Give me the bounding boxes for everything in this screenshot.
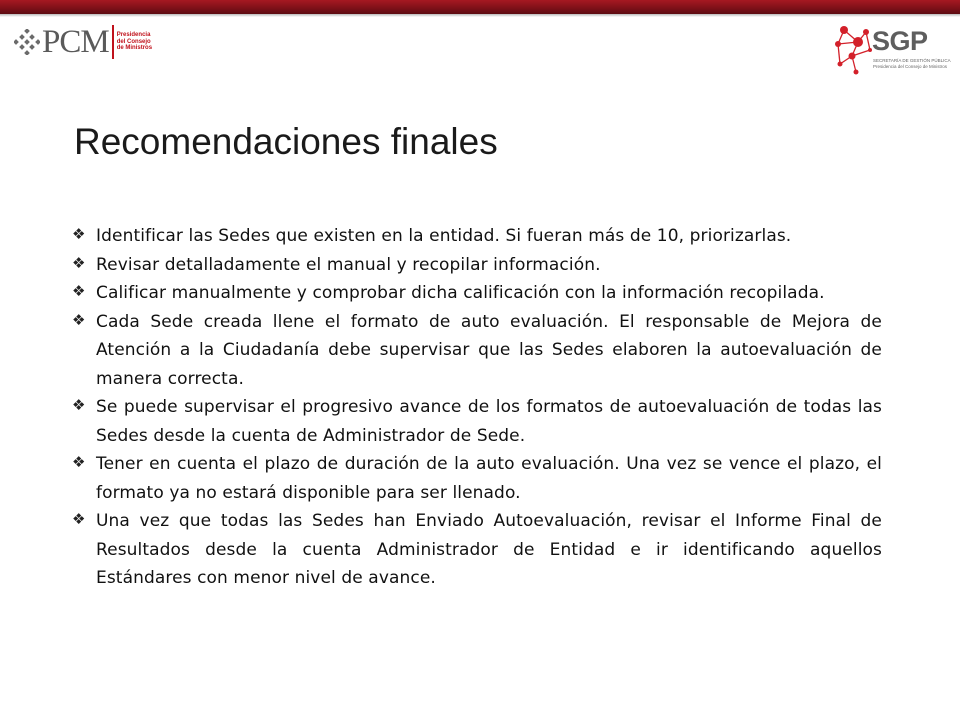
- list-item-text: Una vez que todas las Sedes han Enviado Autoevaluación, revisar el Informe Final de Resultados desde la cuenta Administrador de Entidad e ir identificando aquellos Estándares con menor nivel de avance.: [96, 511, 882, 588]
- list-item: [70, 251, 882, 280]
- top-accent-bar: [0, 0, 960, 14]
- list-item-text: Cada Sede creada llene el formato de auto evaluación. El responsable de Mejora de Atención a la Ciudadanía debe supervisar que las Sedes elaboren la autoevaluación de manera correcta.: [96, 311, 882, 389]
- sgp-logo-subtitle: [873, 58, 951, 70]
- list-item-text: Tener en cuenta el plazo de duración de la auto evaluación. Una vez se vence el plazo, el formato ya no estará disponible para ser llenado.: [96, 454, 882, 503]
- list-item-text: Revisar detalladamente el manual y recopilar información.: [96, 254, 601, 275]
- list-item: [70, 308, 882, 394]
- pcm-subtitle-line: del Consejo: [116, 38, 151, 45]
- four-diamond-bullet-icon: ❖: [72, 453, 86, 471]
- list-item-text: Calificar manualmente y comprobar dicha calificación con la información recopilada.: [96, 283, 825, 303]
- list-item: [70, 222, 882, 251]
- network-nodes-icon: [830, 20, 874, 80]
- top-bar-shadow: [0, 14, 960, 17]
- list-item: [70, 450, 882, 507]
- four-diamond-bullet-icon: ❖: [72, 310, 86, 329]
- sgp-logo-text: SGP: [872, 26, 928, 56]
- pcm-logo-subtitle: [117, 32, 152, 52]
- sgp-subtitle-line: Presidencia del Consejo de Ministros: [873, 64, 948, 69]
- pcm-logo: [14, 22, 152, 62]
- list-item: [70, 279, 882, 308]
- four-diamond-bullet-icon: ❖: [72, 225, 86, 243]
- four-diamond-bullet-icon: ❖: [72, 510, 86, 528]
- slide-title: Recomendaciones finales: [74, 121, 498, 162]
- four-diamond-bullet-icon: ❖: [72, 282, 86, 300]
- pcm-logo-text: PCM: [42, 23, 109, 60]
- list-item-text: Se puede supervisar el progresivo avance de los formatos de autoevaluación de todas las Sedes desde la cuenta de Administrador de Sede.: [96, 397, 882, 446]
- peru-emblem-icon: [14, 29, 40, 55]
- sgp-subtitle-line: SECRETARÍA DE GESTIÓN PÚBLICA: [873, 58, 951, 63]
- four-diamond-bullet-icon: ❖: [72, 396, 86, 414]
- pcm-logo-divider: [112, 25, 114, 59]
- recommendations-list: [70, 222, 882, 593]
- list-item: [70, 507, 882, 593]
- pcm-subtitle-line: de Ministros: [116, 45, 153, 52]
- four-diamond-bullet-icon: ❖: [72, 253, 86, 272]
- pcm-subtitle-line: Presidencia: [116, 32, 151, 39]
- list-item-text: Identificar las Sedes que existen en la entidad. Si fueran más de 10, priorizarlas.: [96, 226, 792, 246]
- sgp-logo: [830, 20, 951, 80]
- list-item: [70, 393, 882, 450]
